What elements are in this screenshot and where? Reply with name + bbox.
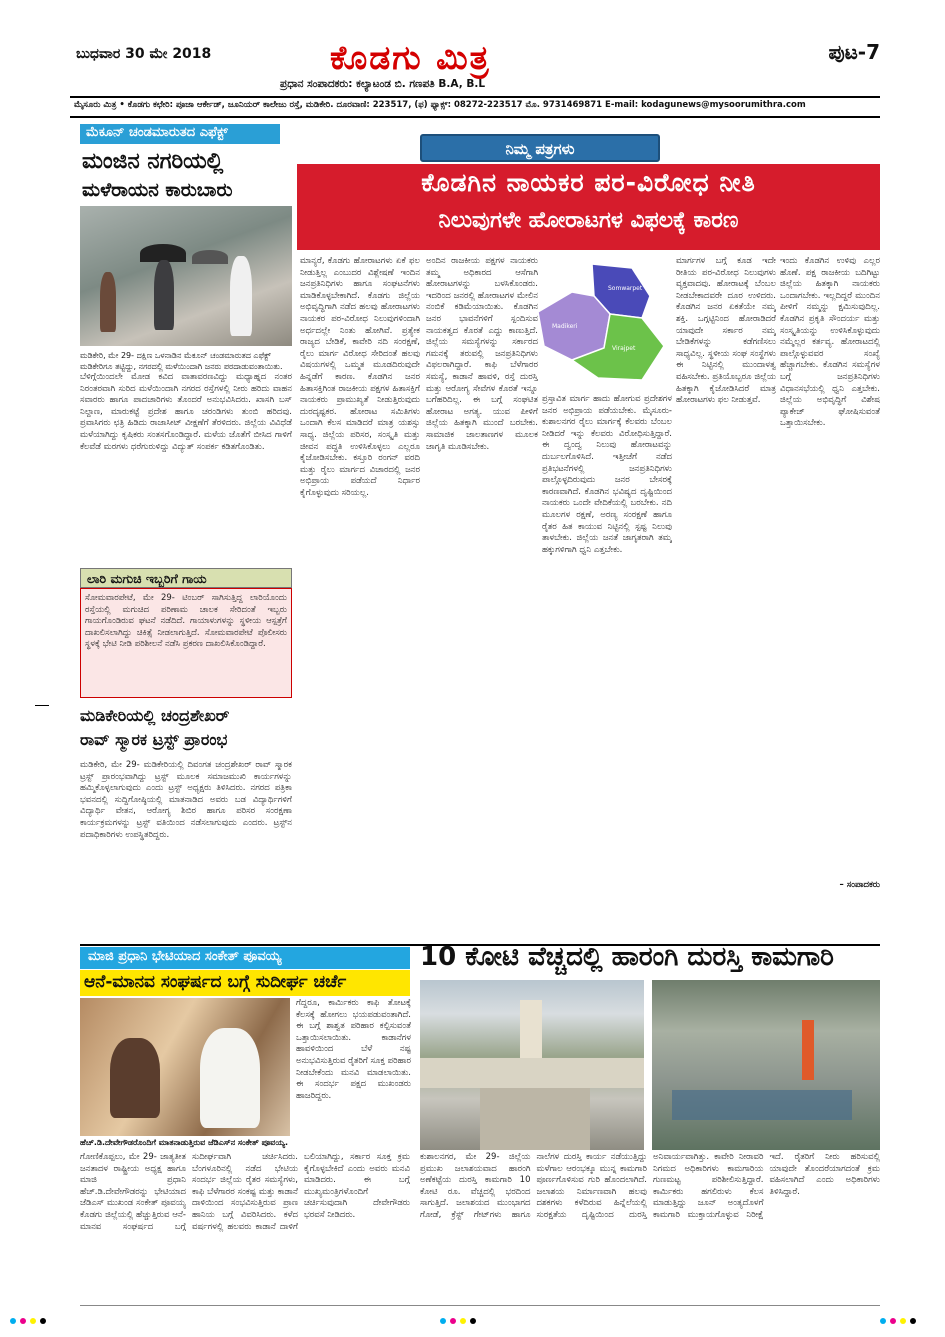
meeting-photo-caption: ಹೆಚ್.ಡಿ.ದೇವೇಗೌಡರೊಂದಿಗೆ ಮಾತನಾಡುತ್ತಿರುವ ಜೆಡಿಎಸ್‌ನ ಸಂಕೇತ್ ಪೂವಯ್ಯ. — [80, 1138, 289, 1147]
harangi-story-headline: 10 ಕೋಟಿ ವೆಚ್ಚದಲ್ಲಿ ಹಾರಂಗಿ ದುರಸ್ತಿ ಕಾಮಗಾರಿ — [420, 942, 834, 972]
masthead-rule — [70, 96, 880, 98]
contact-rule — [70, 116, 880, 118]
letters-signature: – ಸಂಪಾದಕರು — [839, 880, 880, 890]
masthead — [70, 38, 880, 96]
rain-photo — [80, 206, 292, 346]
harangi-dam-photo — [420, 980, 644, 1150]
letters-banner — [297, 164, 880, 250]
letters-column-2: ಅಂದಿನ ರಾಜಕೀಯ ಪಕ್ಷಗಳ ನಾಯಕರು ತಮ್ಮ ಅಧಿಕಾರದ ಆಸೆಗಾಗಿ ಹೋರಾಟಗಳನ್ನು ಬಳಸಿಕೊಂಡರು. ಇದರಿಂದ ಜನರಲ್ಲಿ ಹೋರಾಟಗಳ ಮೇಲಿನ ನಂಬಿಕೆ ಕಡಿಮೆಯಾಯಿತು. ಕೊಡಗಿನ ಜನರ ಭಾವನೆಗಳಿಗೆ ಸ್ಪಂದಿಸುವ ನಾಯಕತ್ವದ ಕೊರತೆ ಎದ್ದು ಕಾಣುತ್ತಿದೆ. ಜಿಲ್ಲೆಯ ಸಮಸ್ಯೆಗಳನ್ನು ಸರ್ಕಾರದ ಗಮನಕ್ಕೆ ತರುವಲ್ಲಿ ಜನಪ್ರತಿನಿಧಿಗಳು ವಿಫಲರಾಗಿದ್ದಾರೆ. ಕಾಫಿ ಬೆಳೆಗಾರರ ಸಮಸ್ಯೆ, ಕಾಡಾನೆ ಹಾವಳಿ, ರಸ್ತೆ ದುರಸ್ತಿ ಮತ್ತು ಆರೋಗ್ಯ ಸೇವೆಗಳ ಕೊರತೆ ಇನ್ನೂ ಬಗೆಹರಿದಿಲ್ಲ. ಈ ಬಗ್ಗೆ ಸಂಘಟಿತ ಹೋರಾಟ ಅಗತ್ಯ. ಯುವ ಪೀಳಿಗೆ ಜಿಲ್ಲೆಯ ಹಿತಕ್ಕಾಗಿ ಮುಂದೆ ಬರಬೇಕು. ಸಾಮಾಜಿಕ ಜಾಲತಾಣಗಳ ಮೂಲಕ ಜಾಗೃತಿ ಮೂಡಿಸಬೇಕು. — [426, 256, 538, 452]
elephant-story-side-column: ಗೆದ್ದರೂ, ಕಾರ್ಮಿಕರು ಕಾಫಿ ತೋಟಕ್ಕೆ ಕೆಲಸಕ್ಕೆ ಹೋಗಲು ಭಯಪಡುವಂತಾಗಿದೆ. ಈ ಬಗ್ಗೆ ಶಾಶ್ವತ ಪರಿಹಾರ ಕಲ್ಪಿಸುವಂತೆ ಒತ್ತಾಯಿಸಲಾಯಿತು. ಕಾಡಾನೆಗಳ ಹಾವಳಿಯಿಂದ ಬೆಳೆ ನಷ್ಟ ಅನುಭವಿಸುತ್ತಿರುವ ರೈತರಿಗೆ ಸೂಕ್ತ ಪರಿಹಾರ ನೀಡಬೇಕೆಂದು ಮನವಿ ಮಾಡಲಾಯಿತು. ಈ ಸಂದರ್ಭ ಪಕ್ಷದ ಮುಖಂಡರು ಹಾಜರಿದ್ದರು. — [296, 998, 411, 1101]
trust-headline-line1: ಮಡಿಕೇರಿಯಲ್ಲಿ ಚಂದ್ರಶೇಖರ್ — [80, 706, 230, 725]
letters-column-1: ಮಾನ್ಯರೆ, ಕೊಡಗು ಹೋರಾಟಗಳು ಏಕೆ ಫಲ ನೀಡುತ್ತಿಲ್ಲ ಎಂಬುದರ ವಿಶ್ಲೇಷಣೆ ಇಂದಿನ ಜನಪ್ರತಿನಿಧಿಗಳು ಹಾಗೂ ಸಂಘಟನೆಗಳು ಮಾಡಿಕೊಳ್ಳಬೇಕಾಗಿದೆ. ಕೊಡಗು ಜಿಲ್ಲೆಯ ಅಭಿವೃದ್ಧಿಗಾಗಿ ನಡೆದ ಹಲವು ಹೋರಾಟಗಳು ನಾಯಕರ ಪರ-ವಿರೋಧ ನಿಲುವುಗಳಿಂದಾಗಿ ಅರ್ಧದಲ್ಲೇ ನಿಂತು ಹೋಗಿವೆ. ಪ್ರತ್ಯೇಕ ರಾಜ್ಯದ ಬೇಡಿಕೆ, ಕಾವೇರಿ ನದಿ ಸಂರಕ್ಷಣೆ, ರೈಲು ಮಾರ್ಗ ವಿರೋಧ ಸೇರಿದಂತೆ ಹಲವು ವಿಷಯಗಳಲ್ಲಿ ಒಮ್ಮತ ಮೂಡದಿರುವುದೇ ಹಿನ್ನಡೆಗೆ ಕಾರಣ. ಕೊಡಗಿನ ಜನರ ಹಿತಾಸಕ್ತಿಗಿಂತ ರಾಜಕೀಯ ಪಕ್ಷಗಳ ಹಿತಾಸಕ್ತಿಗೆ ನಾಯಕರು ಪ್ರಾಮುಖ್ಯತೆ ನೀಡುತ್ತಿರುವುದು ದುರದೃಷ್ಟಕರ. ಹೋರಾಟ ಸಮಿತಿಗಳು ಒಂದಾಗಿ ಕೆಲಸ ಮಾಡಿದರೆ ಮಾತ್ರ ಯಶಸ್ಸು ಸಾಧ್ಯ. ಜಿಲ್ಲೆಯ ಪರಿಸರ, ಸಂಸ್ಕೃತಿ ಮತ್ತು ಜೀವನ ಪದ್ಧತಿ ಉಳಿಸಿಕೊಳ್ಳಲು ಎಲ್ಲರೂ ಕೈಜೋಡಿಸಬೇಕು. ಕಸ್ತೂರಿ ರಂಗನ್ ವರದಿ ಮತ್ತು ರೈಲು ಮಾರ್ಗದ ವಿಚಾರದಲ್ಲಿ ಜನರ ಅಭಿಪ್ರಾಯ ಪಡೆಯದೆ ನಿರ್ಧಾರ ಕೈಗೊಳ್ಳುವುದು ಸರಿಯಲ್ಲ. — [300, 256, 420, 498]
rain-headline-line1: ಮಂಜಿನ ನಗರಿಯಲ್ಲಿ — [82, 149, 224, 174]
accident-story-box: ಸೋಮವಾರಪೇಟೆ, ಮೇ 29- ಟಿಂಬರ್ ಸಾಗಿಸುತ್ತಿದ್ದ ಲಾರಿಯೊಂದು ರಸ್ತೆಯಲ್ಲಿ ಮಗುಚಿದ ಪರಿಣಾಮ ಚಾಲಕ ಸೇರಿದಂತೆ ಇಬ್ಬರು ಗಾಯಗೊಂಡಿರುವ ಘಟನೆ ನಡೆದಿದೆ. ಗಾಯಾಳುಗಳನ್ನು ಸ್ಥಳೀಯ ಆಸ್ಪತ್ರೆಗೆ ದಾಖಲಿಸಲಾಗಿದ್ದು ಚಿಕಿತ್ಸೆ ನೀಡಲಾಗುತ್ತಿದೆ. ಸೋಮವಾರಪೇಟೆ ಪೊಲೀಸರು ಸ್ಥಳಕ್ಕೆ ಭೇಟಿ ನೀಡಿ ಪರಿಶೀಲನೆ ನಡೆಸಿ ಪ್ರಕರಣ ದಾಖಲಿಸಿಕೊಂಡಿದ್ದಾರೆ. — [80, 588, 292, 698]
meeting-photo — [80, 998, 290, 1136]
registration-marks-right — [880, 1318, 916, 1324]
issue-date: ಬುಧವಾರ 30 ಮೇ 2018 — [76, 46, 212, 62]
rain-story-headline — [82, 148, 292, 204]
harangi-story-body: ಕುಶಾಲನಗರ, ಮೇ 29- ಜಿಲ್ಲೆಯ ಪ್ರಮುಖ ಜಲಾಶಯವಾದ ಹಾರಂಗಿ ಅಣೆಕಟ್ಟೆಯ ದುರಸ್ತಿ ಕಾಮಗಾರಿ 10 ಕೋಟಿ ರೂ. ವೆಚ್ಚದಲ್ಲಿ ಭರದಿಂದ ಸಾಗುತ್ತಿದೆ. ಜಲಾಶಯದ ಮುಂಭಾಗದ ಗೋಡೆ, ಕ್ರೆಸ್ಟ್ ಗೇಟ್‌ಗಳು ಹಾಗೂ ನಾಲೆಗಳ ದುರಸ್ತಿ ಕಾರ್ಯ ನಡೆಯುತ್ತಿದ್ದು ಮಳೆಗಾಲ ಆರಂಭಕ್ಕೂ ಮುನ್ನ ಕಾಮಗಾರಿ ಪೂರ್ಣಗೊಳಿಸುವ ಗುರಿ ಹೊಂದಲಾಗಿದೆ. ಜಲಾಶಯ ನಿರ್ಮಾಣವಾಗಿ ಹಲವು ದಶಕಗಳು ಕಳೆದಿರುವ ಹಿನ್ನೆಲೆಯಲ್ಲಿ ಸುರಕ್ಷತೆಯ ದೃಷ್ಟಿಯಿಂದ ದುರಸ್ತಿ ಅನಿವಾರ್ಯವಾಗಿತ್ತು. ಕಾವೇರಿ ನೀರಾವರಿ ನಿಗಮದ ಅಧಿಕಾರಿಗಳು ಕಾಮಗಾರಿಯ ಗುಣಮಟ್ಟ ಪರಿಶೀಲಿಸುತ್ತಿದ್ದಾರೆ. ಕಾರ್ಮಿಕರು ಹಗಲಿರುಳು ಕೆಲಸ ಮಾಡುತ್ತಿದ್ದು ಜೂನ್ ಅಂತ್ಯದೊಳಗೆ ಕಾಮಗಾರಿ ಮುಕ್ತಾಯಗೊಳ್ಳುವ ನಿರೀಕ್ಷೆ ಇದೆ. ರೈತರಿಗೆ ನೀರು ಹರಿಸುವಲ್ಲಿ ಯಾವುದೇ ತೊಂದರೆಯಾಗದಂತೆ ಕ್ರಮ ವಹಿಸಲಾಗಿದೆ ಎಂದು ಅಧಿಕಾರಿಗಳು ತಿಳಿಸಿದ್ದಾರೆ. — [420, 1152, 880, 1220]
contact-strip: ಮೈಸೂರು ಮಿತ್ರ • ಕೊಡಗು ಕಛೇರಿ: ಪೂಜಾ ಆರ್ಕೇಡ್, ಜೂನಿಯರ್ ಕಾಲೇಜು ರಸ್ತೆ, ಮಡಿಕೇರಿ. ದೂರವಾಣಿ: 223517, (ಫ) ಫ್ಯಾಕ್ಸ್: 08272-223517 ಮೊ. 9731469871 E-mail: kodagunews@mysoorumithra.com — [74, 100, 806, 110]
registration-marks-left — [10, 1318, 46, 1324]
letters-banner-line2: ನಿಲುವುಗಳೇ ಹೋರಾಟಗಳ ವಿಫಲಕ್ಕೆ ಕಾರಣ — [438, 208, 739, 233]
map-label-somwarpet: Somwarpet — [608, 285, 643, 292]
rain-headline-line2: ಮಳೆರಾಯನ ಕಾರುಬಾರು — [82, 179, 233, 201]
rain-story-body: ಬೆಳಿಗ್ಗೆಯಿಂದಲೇ ಮೋಡ ಕವಿದ ವಾತಾವರಣವಿದ್ದು ಮಧ್ಯಾಹ್ನದ ನಂತರ ನಿರಂತರವಾಗಿ ಸುರಿದ ಮಳೆಯಿಂದಾಗಿ ನಗರದ ರಸ್ತೆಗಳಲ್ಲಿ ನೀರು ಹರಿದು ವಾಹನ ಸವಾರರು ಹಾಗೂ ಪಾದಚಾರಿಗಳು ತೊಂದರೆ ಅನುಭವಿಸಿದರು. ಖಾಸಗಿ ಬಸ್ ನಿಲ್ದಾಣ, ಮಾರುಕಟ್ಟೆ ಪ್ರದೇಶ ಹಾಗೂ ಚರಂಡಿಗಳು ತುಂಬಿ ಹರಿದವು. ಪ್ರವಾಸಿಗರು ಛತ್ರಿ ಹಿಡಿದು ರಾಜಾಸೀಟ್ ವೀಕ್ಷಣೆಗೆ ತೆರಳಿದರು. ಜಿಲ್ಲೆಯ ವಿವಿಧೆಡೆ ಮಳೆಯಾಗಿದ್ದು ಕೃಷಿಕರು ಸಂತಸಗೊಂಡಿದ್ದಾರೆ. ಮಳೆಯ ಜೊತೆಗೆ ಬೀಸಿದ ಗಾಳಿಗೆ ಕೆಲವೆಡೆ ಮರಗಳು ಧರೆಗುರುಳಿದ್ದು ವಿದ್ಯುತ್ ಸಂಪರ್ಕ ಕಡಿತಗೊಂಡಿತು. — [80, 372, 292, 452]
letters-column-5: ಇಂದು ಕೊಡಗಿನ ಉಳಿವು ಎಲ್ಲರ ಹೊಣೆ. ಪಕ್ಷ ರಾಜಕೀಯ ಬದಿಗಿಟ್ಟು ಜಿಲ್ಲೆಯ ಹಿತಕ್ಕಾಗಿ ನಾಯಕರು ಒಂದಾಗಬೇಕು. ಇಲ್ಲದಿದ್ದರೆ ಮುಂದಿನ ಪೀಳಿಗೆ ನಮ್ಮನ್ನು ಕ್ಷಮಿಸುವುದಿಲ್ಲ. ಕೊಡಗಿನ ಪ್ರಕೃತಿ ಸೌಂದರ್ಯ ಮತ್ತು ಸಂಸ್ಕೃತಿಯನ್ನು ಉಳಿಸಿಕೊಳ್ಳುವುದು ನಮ್ಮೆಲ್ಲರ ಕರ್ತವ್ಯ. ಹೋರಾಟದಲ್ಲಿ ಪಾಲ್ಗೊಳ್ಳುವವರ ಸಂಖ್ಯೆ ಹೆಚ್ಚಾಗಬೇಕು. ಕೊಡಗಿನ ಸಮಸ್ಯೆಗಳ ಬಗ್ಗೆ ಜನಪ್ರತಿನಿಧಿಗಳು ವಿಧಾನಸಭೆಯಲ್ಲಿ ಧ್ವನಿ ಎತ್ತಬೇಕು. ಜಿಲ್ಲೆಯ ಅಭಿವೃದ್ಧಿಗೆ ವಿಶೇಷ ಪ್ಯಾಕೇಜ್ ಘೋಷಿಸುವಂತೆ ಒತ್ತಾಯಿಸಬೇಕು. — [780, 256, 880, 429]
footer-rule — [80, 1305, 880, 1306]
rain-story-kicker: ಮೆಕೂನ್ ಚಂಡಮಾರುತದ ಎಫೆಕ್ಟ್ — [80, 124, 280, 144]
trust-story-headline — [80, 704, 295, 752]
letters-column-4: ಮಾರ್ಗಗಳ ಬಗ್ಗೆ ಕೂಡ ಇದೇ ರೀತಿಯ ಪರ-ವಿರೋಧ ನಿಲುವುಗಳು ವ್ಯಕ್ತವಾದವು. ಹೋರಾಟಕ್ಕೆ ಬೆಂಬಲ ನೀಡಬೇಕಾದವರೇ ದೂರ ಉಳಿದರು. ಕೊಡಗಿನ ಜನರ ಏಕತೆಯೇ ನಮ್ಮ ಶಕ್ತಿ. ಒಗ್ಗಟ್ಟಿನಿಂದ ಹೋರಾಡಿದರೆ ಯಾವುದೇ ಸರ್ಕಾರ ನಮ್ಮ ಬೇಡಿಕೆಗಳನ್ನು ಕಡೆಗಣಿಸಲು ಸಾಧ್ಯವಿಲ್ಲ. ಸ್ಥಳೀಯ ಸಂಘ ಸಂಸ್ಥೆಗಳು ಈ ನಿಟ್ಟಿನಲ್ಲಿ ಮುಂದಾಳತ್ವ ವಹಿಸಬೇಕು. ಪ್ರತಿಯೊಬ್ಬರೂ ಜಿಲ್ಲೆಯ ಹಿತಕ್ಕಾಗಿ ಕೈಜೋಡಿಸಿದರೆ ಮಾತ್ರ ಹೋರಾಟಗಳು ಫಲ ನೀಡುತ್ತವೆ. — [676, 256, 776, 406]
letters-column-3-text: ಪ್ರಸ್ತಾವಿತ ಮಾರ್ಗ ಹಾದು ಹೋಗುವ ಪ್ರದೇಶಗಳ ಜನರ ಅಭಿಪ್ರಾಯ ಪಡೆಯಬೇಕು. ಮೈಸೂರು-ಕುಶಾಲನಗರ ರೈಲು ಮಾರ್ಗಕ್ಕೆ ಕೆಲವರು ಬೆಂಬಲ ನೀಡಿದರೆ ಇನ್ನು ಕೆಲವರು ವಿರೋಧಿಸುತ್ತಿದ್ದಾರೆ. ಈ ದ್ವಂದ್ವ ನಿಲುವು ಹೋರಾಟವನ್ನು ದುರ್ಬಲಗೊಳಿಸಿದೆ. ಇತ್ತೀಚೆಗೆ ನಡೆದ ಪ್ರತಿಭಟನೆಗಳಲ್ಲಿ ಜನಪ್ರತಿನಿಧಿಗಳು ಪಾಲ್ಗೊಳ್ಳದಿರುವುದು ಜನರ ಬೇಸರಕ್ಕೆ ಕಾರಣವಾಗಿದೆ. ಕೊಡಗಿನ ಭವಿಷ್ಯದ ದೃಷ್ಟಿಯಿಂದ ನಾಯಕರು ಒಂದೇ ವೇದಿಕೆಯಲ್ಲಿ ಬರಬೇಕು. ನದಿ ಮೂಲಗಳ ರಕ್ಷಣೆ, ಅರಣ್ಯ ಸಂರಕ್ಷಣೆ ಹಾಗೂ ರೈತರ ಹಿತ ಕಾಯುವ ನಿಟ್ಟಿನಲ್ಲಿ ಸ್ಪಷ್ಟ ನಿಲುವು ತಾಳಬೇಕು. ಜಿಲ್ಲೆಯ ಜನತೆ ಜಾಗೃತರಾಗಿ ತಮ್ಮ ಹಕ್ಕುಗಳಿಗಾಗಿ ಧ್ವನಿ ಎತ್ತಬೇಕು. — [542, 394, 672, 555]
accident-headline: ಲಾರಿ ಮಗುಚಿ ಇಬ್ಬರಿಗೆ ಗಾಯ — [80, 568, 292, 588]
letters-section-label: ನಿಮ್ಮ ಪತ್ರಗಳು — [420, 134, 660, 162]
dam-wall-repair-photo — [652, 980, 880, 1150]
letters-banner-line1: ಕೊಡಗಿನ ನಾಯಕರ ಪರ-ವಿರೋಧ ನೀತಿ — [421, 168, 756, 197]
trust-story-body: ಮಡಿಕೇರಿ, ಮೇ 29- ಮಡಿಕೇರಿಯಲ್ಲಿ ದಿವಂಗತ ಚಂದ್ರಶೇಖರ್ ರಾವ್ ಸ್ಮಾರಕ ಟ್ರಸ್ಟ್ ಪ್ರಾರಂಭವಾಗಿದ್ದು ಟ್ರಸ್ಟ್ ಮೂಲಕ ಸಮಾಜಮುಖಿ ಕಾರ್ಯಗಳನ್ನು ಹಮ್ಮಿಕೊಳ್ಳಲಾಗುವುದು ಎಂದು ಟ್ರಸ್ಟ್ ಅಧ್ಯಕ್ಷರು ತಿಳಿಸಿದರು. ನಗರದ ಪತ್ರಿಕಾ ಭವನದಲ್ಲಿ ಸುದ್ದಿಗೋಷ್ಠಿಯಲ್ಲಿ ಮಾತನಾಡಿದ ಅವರು ಬಡ ವಿದ್ಯಾರ್ಥಿಗಳಿಗೆ ವಿದ್ಯಾರ್ಥಿ ವೇತನ, ಆರೋಗ್ಯ ಶಿಬಿರ ಹಾಗೂ ಪರಿಸರ ಸಂರಕ್ಷಣಾ ಕಾರ್ಯಕ್ರಮಗಳನ್ನು ಟ್ರಸ್ಟ್ ವತಿಯಿಂದ ನಡೆಸಲಾಗುವುದು ಎಂದರು. ಟ್ರಸ್ಟ್‌ನ ಪದಾಧಿಕಾರಿಗಳು ಉಪಸ್ಥಿತರಿದ್ದರು. — [80, 760, 292, 840]
elephant-story-kicker: ಮಾಜಿ ಪ್ರಧಾನಿ ಭೇಟಿಯಾದ ಸಂಕೇತ್ ಪೂವಯ್ಯ — [80, 947, 410, 969]
map-label-madikeri: Madikeri — [552, 323, 578, 330]
margin-dash — [35, 705, 49, 706]
chief-editor: ಪ್ರಧಾನ ಸಂಪಾದಕರು: ಕಲ್ಯಾಟಂಡ ಬಿ. ಗಣಪತಿ B.A, B.L — [280, 78, 486, 90]
newspaper-logo: ಕೊಡಗು ಮಿತ್ರ — [330, 38, 491, 77]
trust-headline-line2: ರಾವ್ ಸ್ಮಾರಕ ಟ್ರಸ್ಟ್ ಪ್ರಾರಂಭ — [80, 730, 228, 749]
map-label-virajpet: Virajpet — [612, 345, 636, 352]
kodagu-map — [532, 256, 672, 386]
page-number: ಪುಟ-7 — [828, 40, 880, 64]
elephant-story-headline: ಆನೆ-ಮಾನವ ಸಂಘರ್ಷದ ಬಗ್ಗೆ ಸುದೀರ್ಘ ಚರ್ಚೆ — [80, 970, 410, 996]
elephant-story-body: ಗೋಣಿಕೊಪ್ಪಲು, ಮೇ 29- ಜಾತ್ಯತೀತ ಜನತಾದಳ ರಾಷ್ಟ್ರೀಯ ಅಧ್ಯಕ್ಷ ಹಾಗೂ ಮಾಜಿ ಪ್ರಧಾನಿ ಹೆಚ್.ಡಿ.ದೇವೇಗೌಡರನ್ನು ಭೇಟಿಯಾದ ಜೆಡಿಎಸ್ ಮುಖಂಡ ಸಂಕೇತ್ ಪೂವಯ್ಯ ಕೊಡಗು ಜಿಲ್ಲೆಯಲ್ಲಿ ಹೆಚ್ಚುತ್ತಿರುವ ಆನೆ-ಮಾನವ ಸಂಘರ್ಷದ ಬಗ್ಗೆ ಸುದೀರ್ಘವಾಗಿ ಚರ್ಚಿಸಿದರು. ಬೆಂಗಳೂರಿನಲ್ಲಿ ನಡೆದ ಭೇಟಿಯ ಸಂದರ್ಭ ಜಿಲ್ಲೆಯ ರೈತರ ಸಮಸ್ಯೆಗಳು, ಕಾಫಿ ಬೆಳೆಗಾರರ ಸಂಕಷ್ಟ ಮತ್ತು ಕಾಡಾನೆ ದಾಳಿಯಿಂದ ಸಂಭವಿಸುತ್ತಿರುವ ಪ್ರಾಣ ಹಾನಿಯ ಬಗ್ಗೆ ವಿವರಿಸಿದರು. ಕಳೆದ ವರ್ಷಗಳಲ್ಲಿ ಹಲವರು ಕಾಡಾನೆ ದಾಳಿಗೆ ಬಲಿಯಾಗಿದ್ದು, ಸರ್ಕಾರ ಸೂಕ್ತ ಕ್ರಮ ಕೈಗೊಳ್ಳಬೇಕಿದೆ ಎಂದು ಅವರು ಮನವಿ ಮಾಡಿದರು. ಈ ಬಗ್ಗೆ ಮುಖ್ಯಮಂತ್ರಿಗಳೊಂದಿಗೆ ಚರ್ಚಿಸುವುದಾಗಿ ದೇವೇಗೌಡರು ಭರವಸೆ ನೀಡಿದರು. — [80, 1152, 410, 1232]
rain-photo-caption: ಮಡಿಕೇರಿ, ಮೇ 29- ದಕ್ಷಿಣ ಒಳನಾಡಿನ ಮೆಕೂನ್ ಚಂಡಮಾರುತದ ಎಫೆಕ್ಟ್ ಮಡಿಕೇರಿಗೂ ತಟ್ಟಿದ್ದು, ನಗರದಲ್ಲಿ ಮಳೆಯಿಂದಾಗಿ ಜನರು ಪರದಾಡುವಂತಾಯಿತು. — [80, 351, 283, 371]
registration-marks-center — [440, 1318, 476, 1324]
